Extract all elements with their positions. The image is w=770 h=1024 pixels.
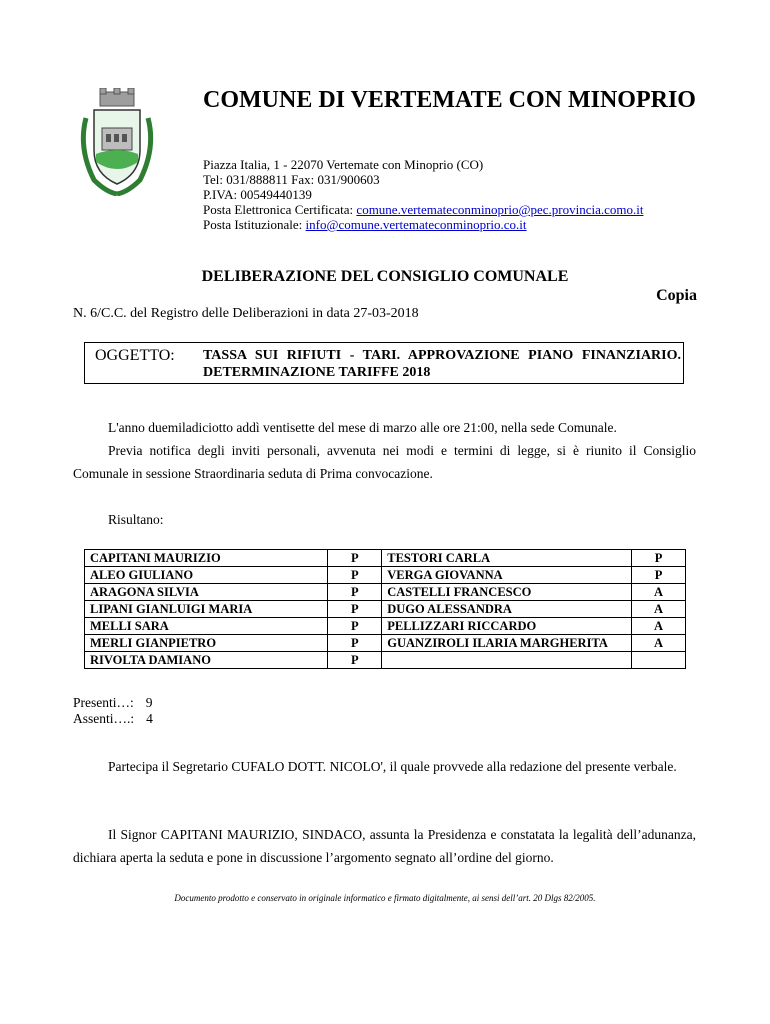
table-row <box>85 550 686 567</box>
member-name: MERLI GIANPIETRO <box>85 635 328 652</box>
absent-count-line <box>73 711 153 727</box>
attendance-mark: P <box>328 601 382 618</box>
table-row <box>85 635 686 652</box>
address-line: Piazza Italia, 1 - 22070 Vertemate con Minoprio (CO) <box>203 157 484 172</box>
present-label: Presenti…: <box>73 695 134 710</box>
attendance-tally <box>73 695 153 727</box>
phone-fax-line: Tel: 031/888811 Fax: 031/900603 <box>203 172 380 187</box>
register-line: N. 6/C.C. del Registro delle Deliberazioni in data 27-03-2018 <box>73 306 419 321</box>
member-name: PELLIZZARI RICCARDO <box>382 618 632 635</box>
table-row <box>85 584 686 601</box>
table-row <box>85 618 686 635</box>
attendance-table <box>84 549 686 669</box>
member-name: VERGA GIOVANNA <box>382 567 632 584</box>
attendance-mark: A <box>632 584 686 601</box>
institutional-email-link[interactable]: info@comune.vertemateconminoprio.co.it <box>305 217 527 232</box>
member-name: CASTELLI FRANCESCO <box>382 584 632 601</box>
presidency-paragraph: Il Signor CAPITANI MAURIZIO, SINDACO, assunta la Presidenza e constatata la legalità dell’adunanza, dichiara aperta la seduta e pone in discussione l’argomento segnato all’ordine del giorno. <box>73 827 696 865</box>
member-name: CAPITANI MAURIZIO <box>85 550 328 567</box>
member-name: RIVOLTA DAMIANO <box>85 652 328 669</box>
subject-label: OGGETTO: <box>95 347 175 364</box>
table-row <box>85 652 686 669</box>
institutional-email-line <box>203 217 743 232</box>
attendance-mark: P <box>328 567 382 584</box>
digital-signature-note: Documento prodotto e conservato in originale informatico e firmato digitalmente, ai sensi dell’art. 20 Dlgs 82/2005. <box>174 893 596 903</box>
municipality-name: COMUNE DI VERTEMATE CON MINOPRIO <box>203 87 696 113</box>
present-count-line <box>73 695 153 711</box>
attendance-mark: P <box>632 567 686 584</box>
pec-email-link[interactable]: comune.vertemateconminoprio@pec.provincia.como.it <box>356 202 644 217</box>
attendance-mark: A <box>632 618 686 635</box>
member-name: MELLI SARA <box>85 618 328 635</box>
session-date-paragraph: L'anno duemiladiciotto addì ventisette del mese di marzo alle ore 21:00, nella sede Comunale. <box>108 420 617 435</box>
attendance-mark: P <box>328 635 382 652</box>
member-name <box>382 652 632 669</box>
convocation-paragraph: Previa notifica degli inviti personali, avvenuta nei modi e termini di legge, si è riunito il Consiglio Comunale in sessione Straordinaria seduta di Prima convocazione. <box>73 443 696 481</box>
attendance-mark: P <box>328 618 382 635</box>
member-name: GUANZIROLI ILARIA MARGHERITA <box>382 635 632 652</box>
subject-text: TASSA SUI RIFIUTI - TARI. APPROVAZIONE PIANO FINANZIARIO. DETERMINAZIONE TARIFFE 2018 <box>203 348 681 380</box>
attendance-mark: A <box>632 635 686 652</box>
vat-line: P.IVA: 00549440139 <box>203 187 312 202</box>
copy-label: Copia <box>656 287 697 304</box>
member-name: ARAGONA SILVIA <box>85 584 328 601</box>
attendance-mark: A <box>632 601 686 618</box>
table-row <box>85 601 686 618</box>
institutional-email-label: Posta Istituzionale: <box>203 217 306 232</box>
member-name: DUGO ALESSANDRA <box>382 601 632 618</box>
attendance-mark: P <box>328 550 382 567</box>
pec-line <box>203 202 743 217</box>
member-name: ALEO GIULIANO <box>85 567 328 584</box>
absent-label: Assenti….: <box>73 711 135 726</box>
pec-label: Posta Elettronica Certificata: <box>203 202 357 217</box>
results-label: Risultano: <box>108 512 164 527</box>
attendance-mark <box>632 652 686 669</box>
member-name: TESTORI CARLA <box>382 550 632 567</box>
present-value: 9 <box>145 695 153 710</box>
contact-block <box>203 157 743 232</box>
attendance-mark: P <box>632 550 686 567</box>
table-row <box>85 567 686 584</box>
document-title: DELIBERAZIONE DEL CONSIGLIO COMUNALE <box>201 268 569 285</box>
attendance-mark: P <box>328 584 382 601</box>
absent-value: 4 <box>146 711 153 726</box>
attendance-mark: P <box>328 652 382 669</box>
member-name: LIPANI GIANLUIGI MARIA <box>85 601 328 618</box>
municipal-crest-logo <box>76 88 158 196</box>
secretary-paragraph: Partecipa il Segretario CUFALO DOTT. NICOLO', il quale provvede alla redazione del presente verbale. <box>108 759 677 774</box>
